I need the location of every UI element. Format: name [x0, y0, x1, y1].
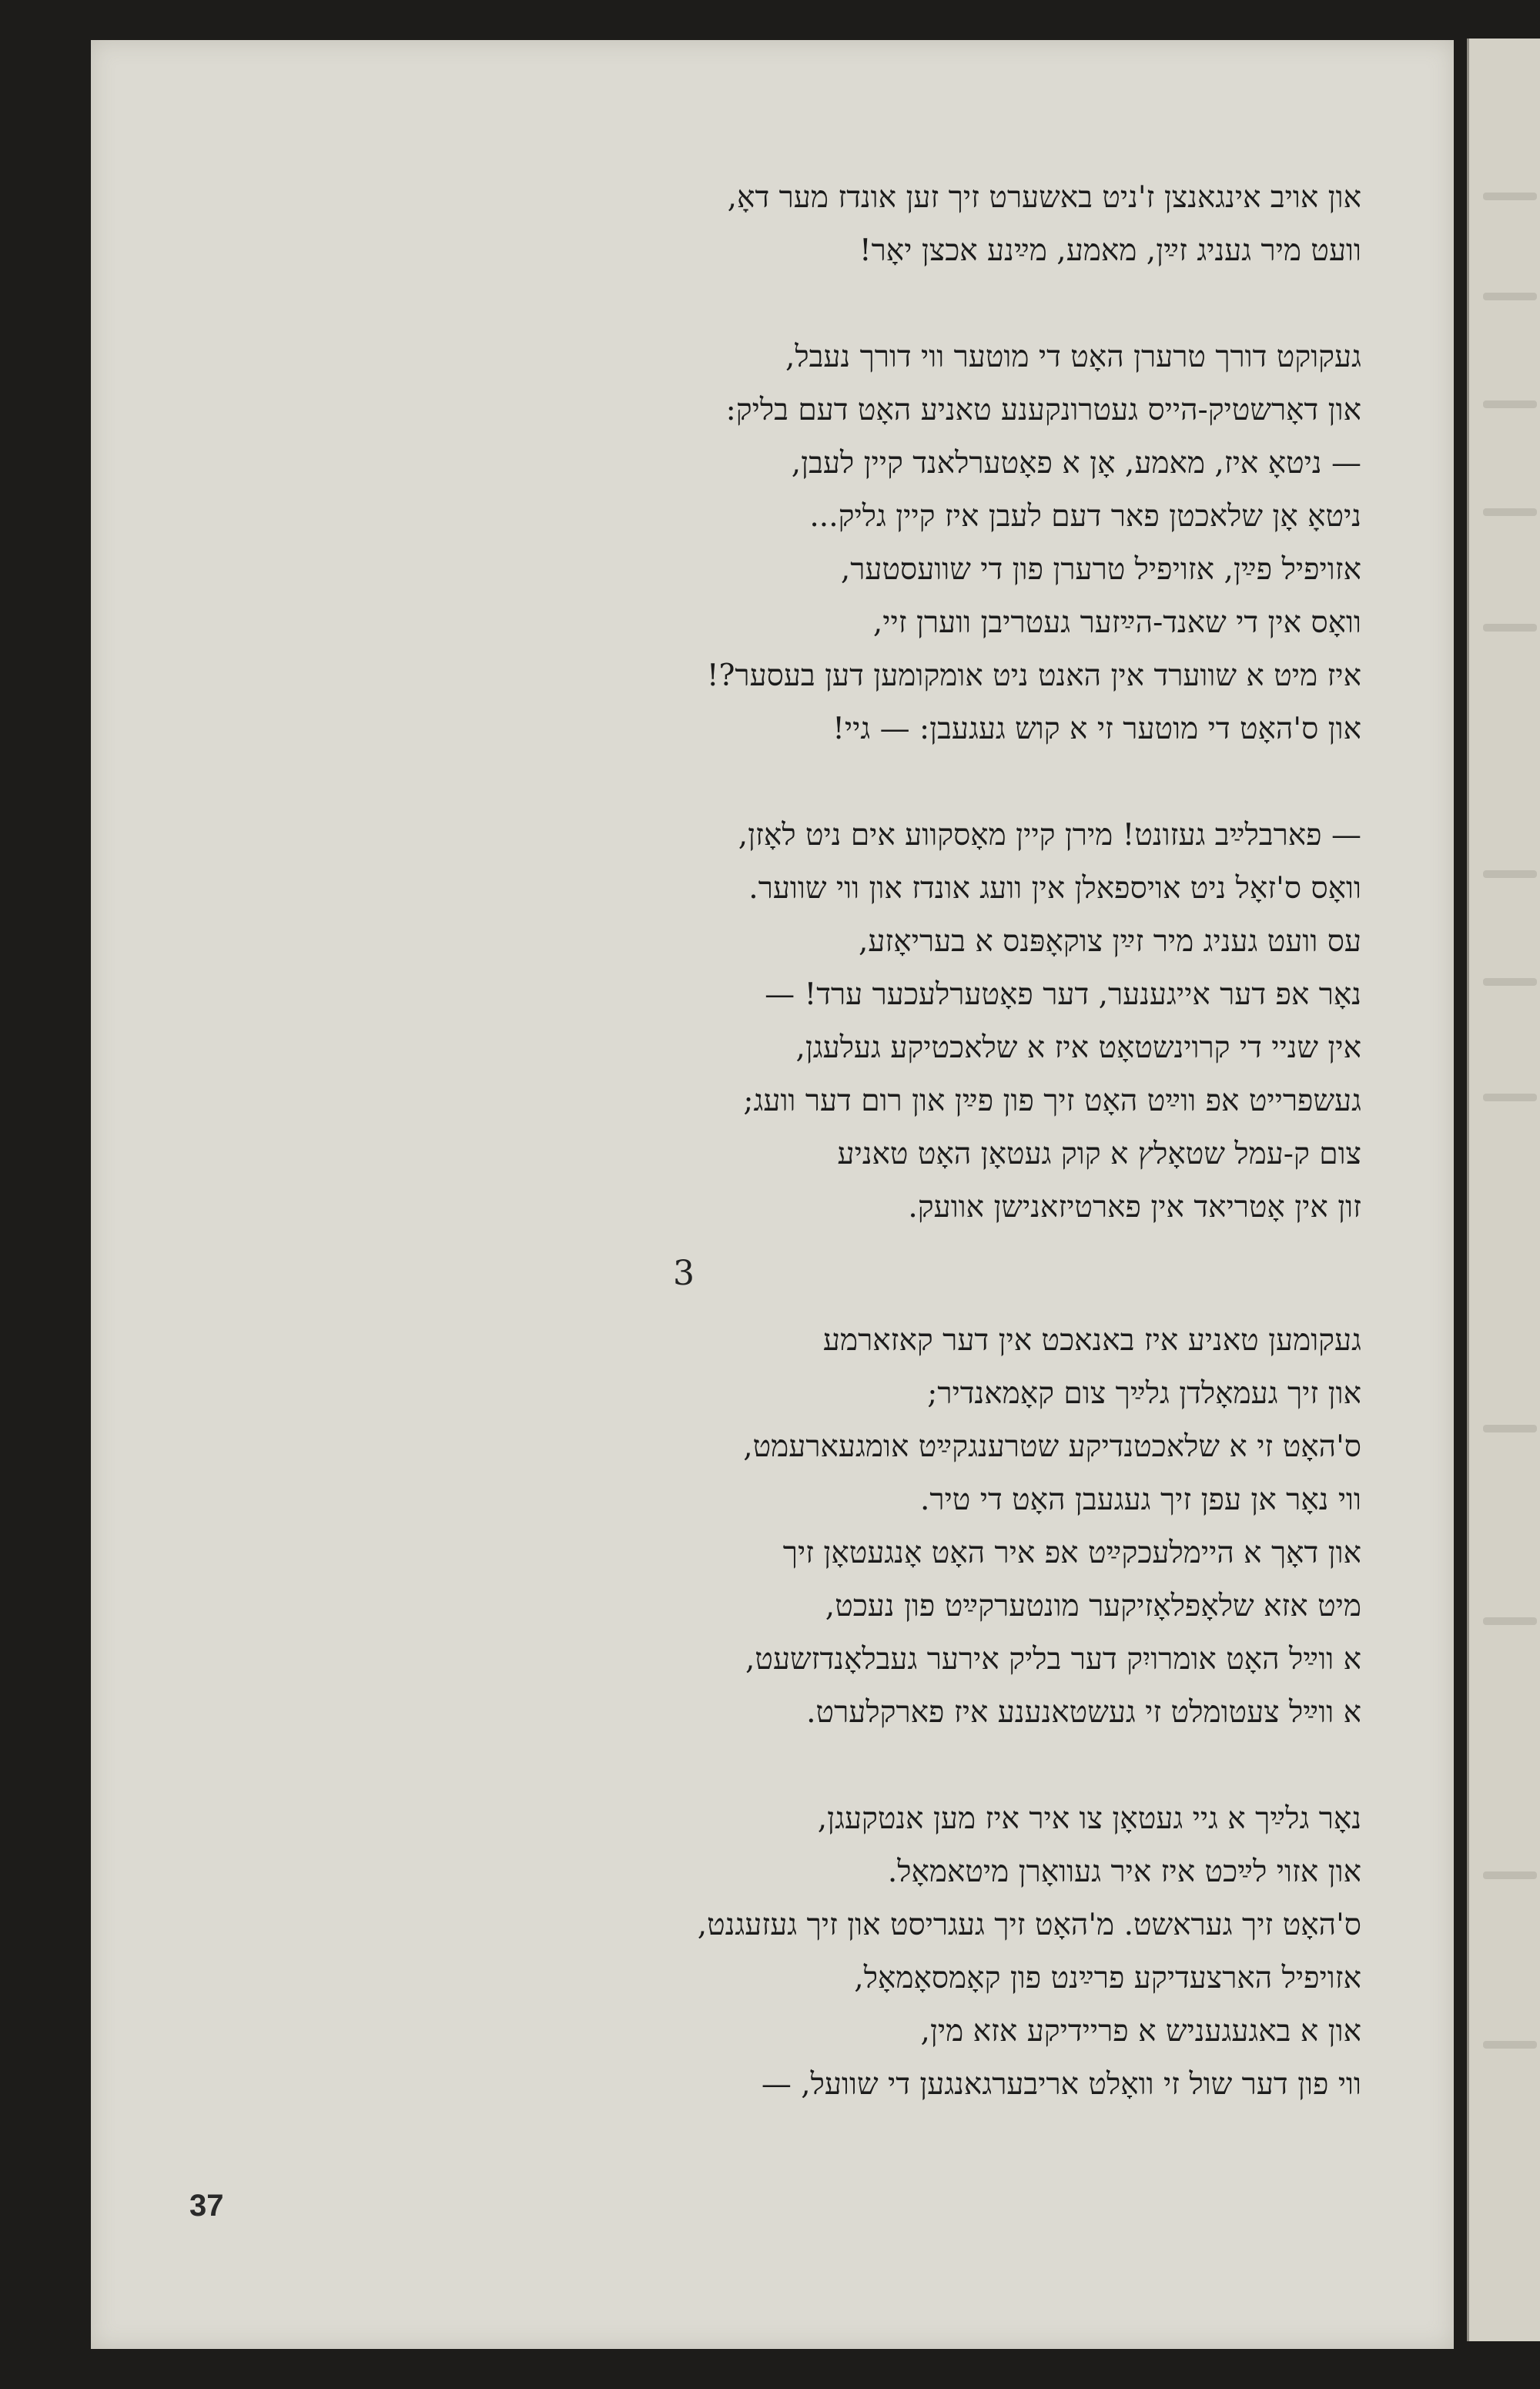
poem-line: צום ק-עמל שטאָלץ א קוק געטאָן האָט טאניע	[837, 1137, 1361, 1171]
poem-line: איז מיט א שווערד אין האנט ניט אומקומען דען בעסער?!	[706, 658, 1361, 693]
stanza-break	[206, 756, 1361, 809]
poem-line: נאָר אפ דער אייגענער, דער פאָטערלעכער ערד! —	[765, 977, 1361, 1012]
poem-line: און אזוי לײַכט איז איר געוואָרן מיטאמאָל.	[887, 1855, 1361, 1889]
poem-line: ווי פון דער שול זי וואָלט אריבערגאנגען די שוועל, —	[761, 2067, 1361, 2102]
poem-line: געקומען טאניע איז באנאכט אין דער קאזארמע	[822, 1323, 1361, 1358]
poem-line: א ווײַל צעטומלט זי געשטאנענע איז פארקלערט.	[806, 1695, 1361, 1730]
poem-line: געשפרייט אפ ווײַט האָט זיך פון פײַן און רום דער וועג;	[743, 1084, 1361, 1118]
poem-line: ניטאָ אָן שלאכטן פאר דעם לעבן איז קיין גליק...	[809, 499, 1361, 534]
poem-line: ס'האָט זיך געראשט. מ'האָט זיך געגריסט און זיך געזעגנט,	[697, 1908, 1361, 1942]
poem-line: א ווײַל האָט אומרויִק דער בליק אירער געבלאָנדזשעט,	[745, 1642, 1361, 1677]
poem-line: און א באגעגעניש א פריידיקע אזא מין,	[920, 2014, 1361, 2049]
poem-line: מיט אזא שלאָפלאָזיקער מונטערקײַט פון נעכט,	[825, 1589, 1361, 1623]
poem-line: ווי נאָר אן עפן זיך געגעבן האָט די טיר.	[920, 1483, 1361, 1517]
poem-line: און דאָך א היימלעכקײַט אפ איר האָט אָנגעטאָן זיך	[782, 1536, 1361, 1570]
poem-line: זון אין אָטריאד אין פארטיזאנישן אוועק.	[908, 1190, 1361, 1225]
poem-line: און ס'האָט די מוטער זי א קוש געגעבן: — גיי!	[832, 712, 1361, 746]
poem-line: וועט מיר געניג זײַן, מאמע, מײַנע אכצן יאָר!	[859, 233, 1361, 268]
stanza-break	[206, 1739, 1361, 1792]
poem-stanzas-part1	[206, 171, 1361, 1234]
page-number: 37	[189, 2189, 224, 2223]
poem-line: נאָר גלײַך א גיי געטאָן צו איר איז מען אנטקעגן,	[817, 1801, 1361, 1836]
poem-line: — ניטאָ איז, מאמע, אָן א פאָטערלאנד קיין לעבן,	[791, 446, 1361, 481]
poem-line: ס'האָט זי א שלאכטנדיקע שטרענגקײַט אומגעארעמט,	[743, 1429, 1361, 1464]
adjacent-page-edge	[1467, 39, 1540, 2341]
poem-line: עס וועט געניג מיר זײַן צוקאָפּנס א בעריאָזע,	[858, 924, 1361, 959]
poem-line: — פארבלײַב געזונט! מירן קיין מאָסקווע אים ניט לאָזן,	[738, 818, 1361, 853]
poem-text	[206, 171, 1361, 2111]
poem-line: וואָס אין די שאנד-הײַזער געטריבן ווערן זיי,	[872, 605, 1361, 640]
poem-line: אזויפיל פײַן, אזויפיל טרערן פון די שוועסטער,	[840, 552, 1361, 587]
poem-line: געקוקט דורך טרערן האָט די מוטער ווי דורך נעבל,	[785, 340, 1361, 374]
poem-line: וואָס ס'זאָל ניט אויספאלן אין וועג אונדז און ווי שווער.	[748, 871, 1361, 906]
poem-line: און אויב אינגאנצן ז'ניט באשערט זיך זען אונדז מער דאָ,	[727, 180, 1361, 215]
book-page	[91, 40, 1454, 2349]
stanza-break	[206, 277, 1361, 330]
poem-stanzas-part2	[206, 1314, 1361, 2111]
section-number: 3	[673, 1254, 695, 1293]
poem-line: און דאָרשטיק-הייס געטרונקענע טאניע האָט דעם בליק:	[725, 393, 1361, 427]
poem-line: און זיך געמאָלדן גלײַך צום קאָמאנדיר;	[927, 1376, 1361, 1411]
poem-line: אזויפיל הארצעדיקע פרײַנט פון קאָמסאָמאָל,	[854, 1961, 1361, 1995]
poem-line: אין שניי די קרוינשטאָט איז א שלאכטיקע געלעגן,	[795, 1030, 1361, 1065]
